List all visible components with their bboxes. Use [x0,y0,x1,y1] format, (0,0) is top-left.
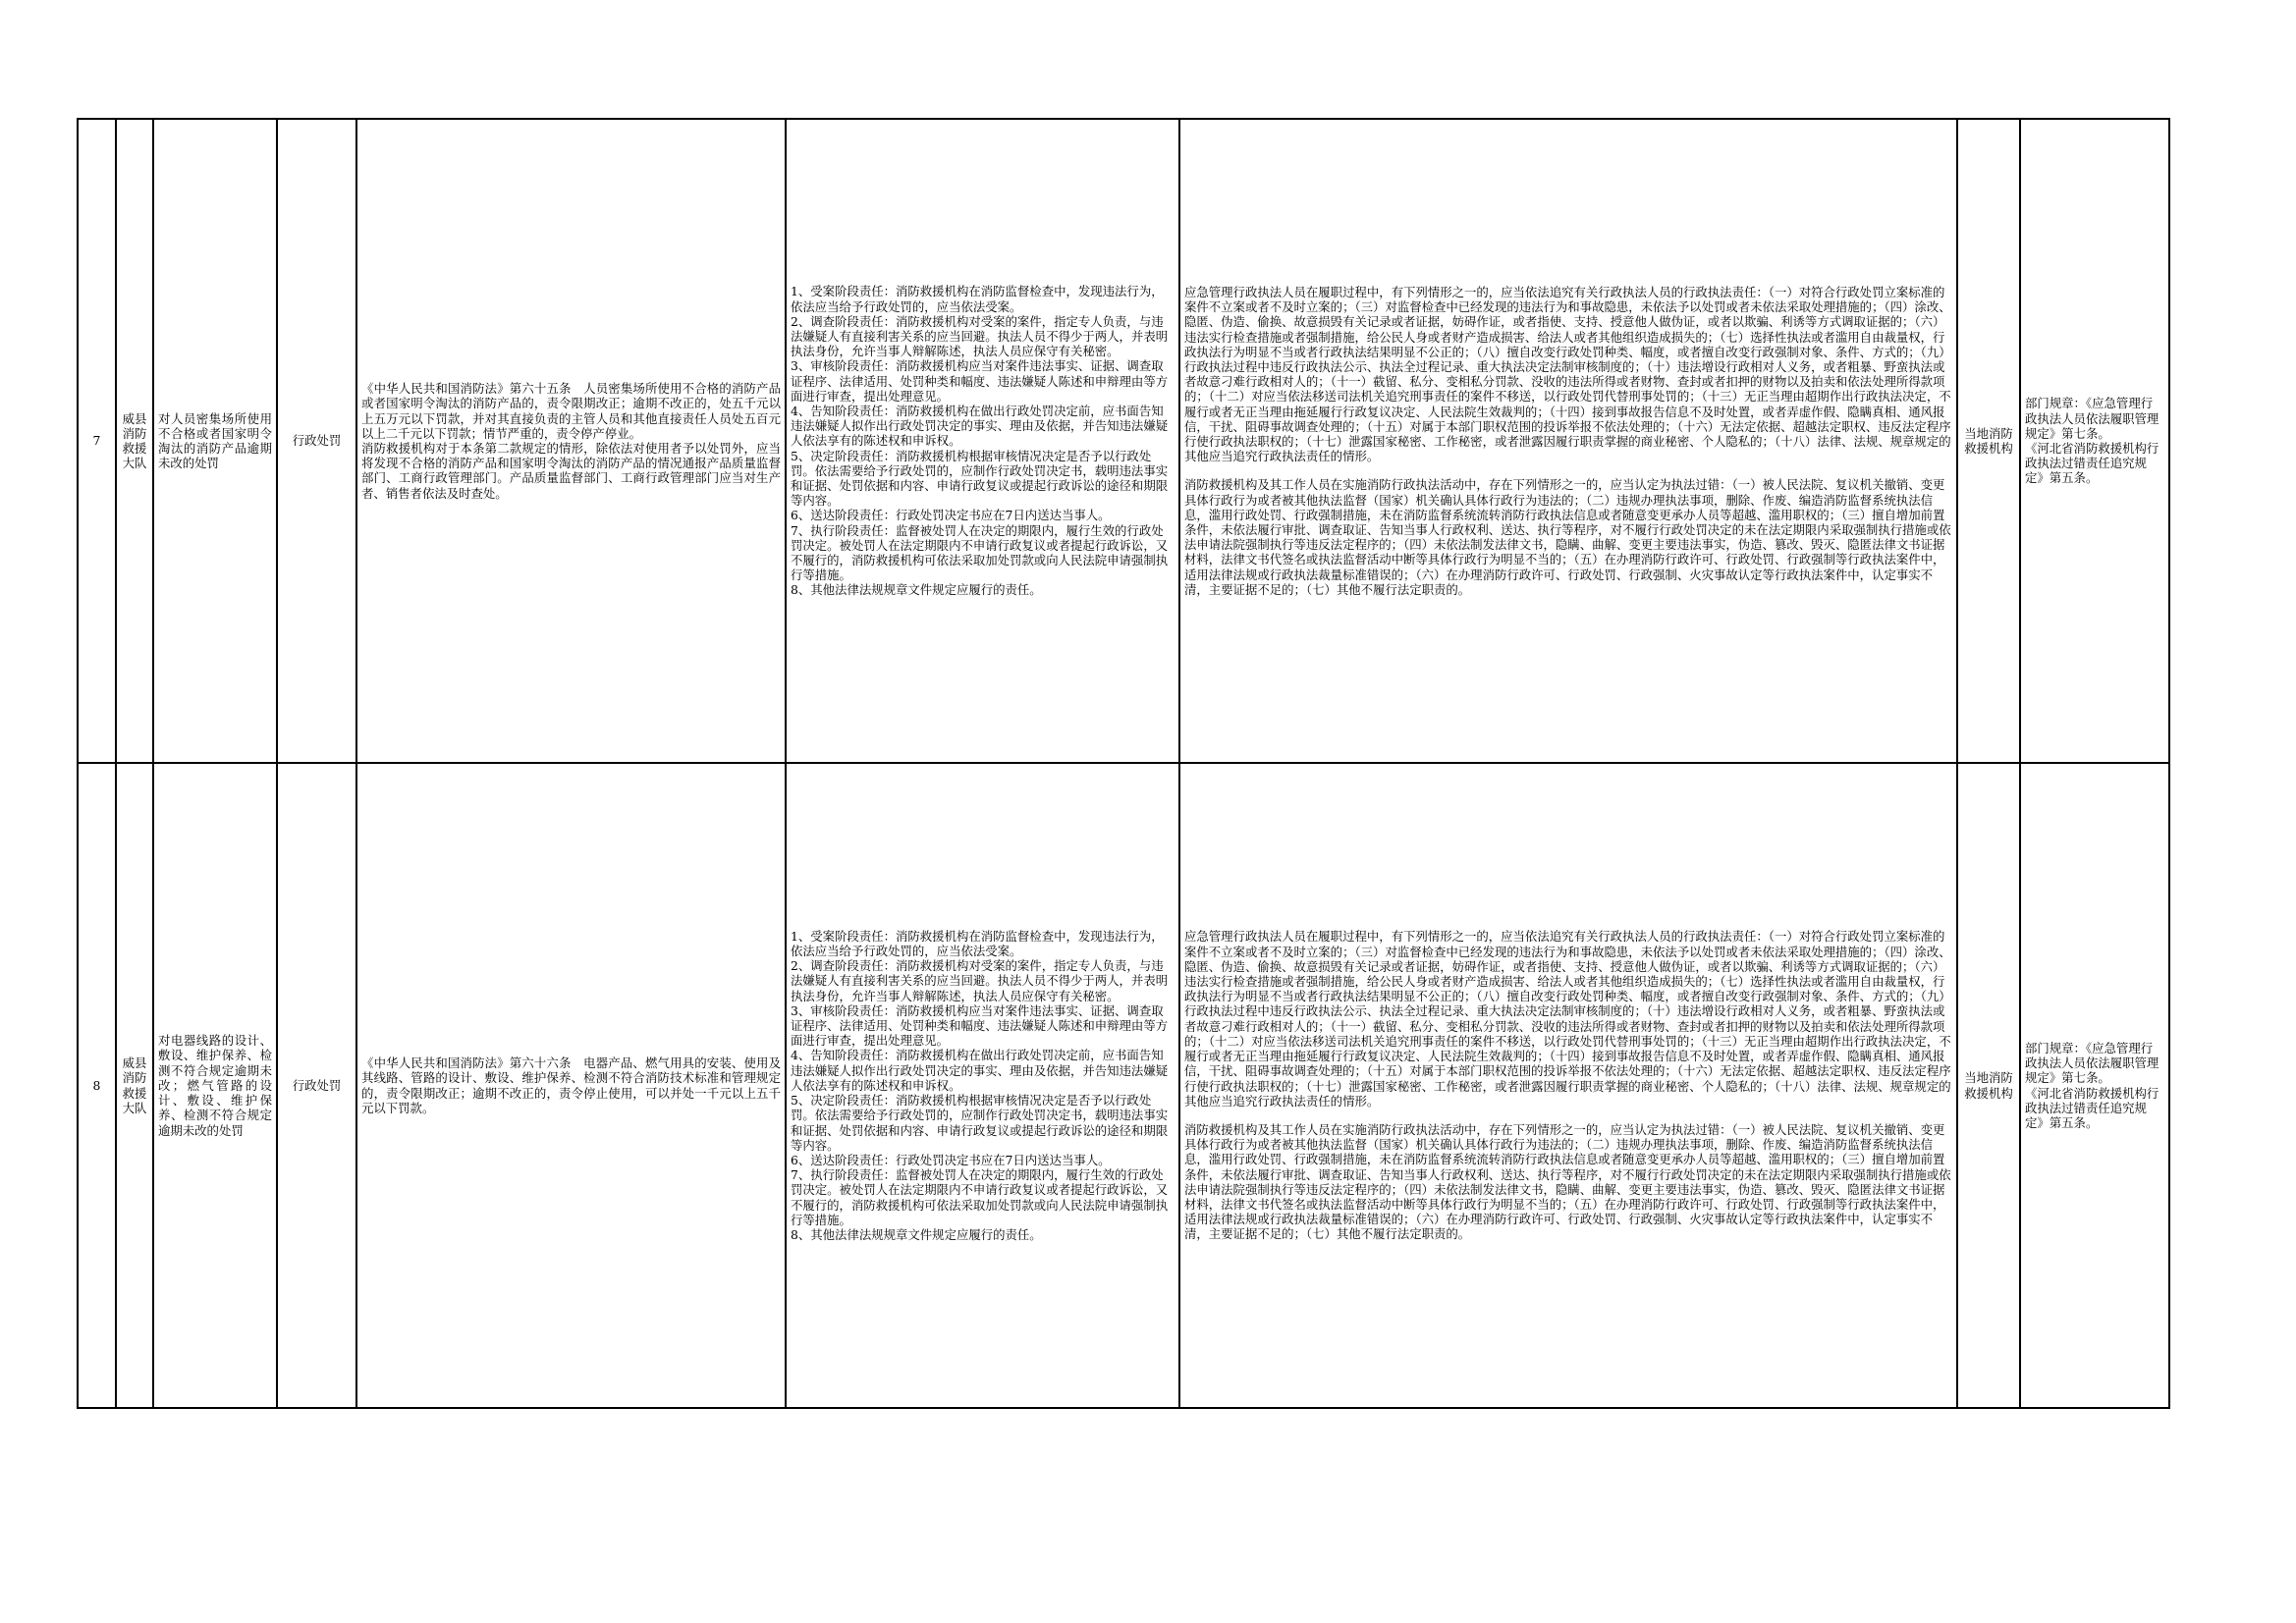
reference-item: 部门规章：《应急管理行政执法人员依法履职管理规定》第七条。 [2025,1040,2159,1086]
reference-item: 《河北省消防救援机构行政执法过错责任追究规定》第五条。 [2025,1085,2159,1130]
reference-item: 《河北省消防救援机构行政执法过错责任追究规定》第五条。 [2025,441,2159,486]
accountability-basis [2020,119,2169,763]
responsibility-item: 7、执行阶段责任：监督被处罚人在决定的期限内，履行生效的行政处罚决定。被处罚人在法定期限内不申请行政复议或者提起行政诉讼，又不履行的，消防救援机构可依法采取加处罚款或向人民法院申请强制执行等措施。 [791,522,1169,583]
responsibility-item: 1、受案阶段责任：消防救援机构在消防监督检查中，发现违法行为，依法应当给予行政处罚的，应当依法受案。 [791,928,1164,959]
accountability-organ: 当地消防救援机构 [1957,763,2020,1408]
liability-paragraph: 应急管理行政执法人员在履职过程中，有下列情形之一的，应当依法追究有关行政执法人员的行政执法责任：（一）对符合行政处罚立案标准的案件不立案或者不及时立案的；（三）对监督检查中已经发现的违法行为和事故隐患，未依法予以处罚或者未依法采取处理措施的；（四）涂改、隐匿、伪造、偷换、故意损毁有关记录或者证据，妨碍作证，或者指使、支持、授意他人做伪证，或者以欺骗、利诱等方式调取证据的；（六）违法实行检查措施或者强制措施，给公民人身或者财产造成损害、给法人或者其他组织造成损失的；（七）选择性执法或者滥用自由裁量权，行政执法行为明显不当或者行政执法结果明显不公正的；（八）擅自改变行政处罚种类、幅度，或者擅自改变行政强制对象、条件、方式的；（九）行政执法过程中违反行政执法公示、执法全过程记录、重大执法决定法制审核制度的；（十）违法增设行政相对人义务，或者粗暴、野蛮执法或者故意刁难行政相对人的；（十一）截留、私分、变相私分罚款、没收的违法所得或者财物、查封或者扣押的财物以及拍卖和依法处理所得款项的；（十二）对应当依法移送司法机关追究刑事责任的案件不移送，以行政处罚代替刑事处罚的；（十三）无正当理由超期作出行政执法决定，不履行或者无正当理由拖延履行行政复议决定、人民法院生效裁判的；（十四）接到事故报告信息不及时处置，或者弄虚作假、隐瞒真相、通风报信，干扰、阻碍事故调查处理的；（十五）对属于本部门职权范围的投诉举报不依法处理的；（十六）无法定依据、超越法定职权、违反法定程序行使行政执法职权的；（十七）泄露国家秘密、工作秘密，或者泄露因履行职责掌握的商业秘密、个人隐私的；（十八）法律、法规、规章规定的其他应当追究行政执法责任的情形。 [1184,284,1951,464]
power-type: 行政处罚 [277,763,356,1408]
basis-paragraph: 消防救援机构对于本条第二款规定的情形，除依法对使用者予以处罚外，应当将发现不合格的消防产品和国家明令淘汰的消防产品的情况通报产品质量监督部门、工商行政管理部门。产品质量监督部门、工商行政管理部门应当对生产者、销售者依法及时查处。 [361,441,781,501]
responsibility-stages [786,119,1179,763]
accountability-circumstances [1179,119,1957,763]
liability-paragraph: 应急管理行政执法人员在履职过程中，有下列情形之一的，应当依法追究有关行政执法人员的行政执法责任：（一）对符合行政处罚立案标准的案件不立案或者不及时立案的；（三）对监督检查中已经发现的违法行为和事故隐患，未依法予以处罚或者未依法采取处理措施的；（四）涂改、隐匿、伪造、偷换、故意损毁有关记录或者证据，妨碍作证，或者指使、支持、授意他人做伪证，或者以欺骗、利诱等方式调取证据的；（六）违法实行检查措施或者强制措施，给公民人身或者财产造成损害、给法人或者其他组织造成损失的；（七）选择性执法或者滥用自由裁量权，行政执法行为明显不当或者行政执法结果明显不公正的；（八）擅自改变行政处罚种类、幅度，或者擅自改变行政强制对象、条件、方式的；（九）行政执法过程中违反行政执法公示、执法全过程记录、重大执法决定法制审核制度的；（十）违法增设行政相对人义务，或者粗暴、野蛮执法或者故意刁难行政相对人的；（十一）截留、私分、变相私分罚款、没收的违法所得或者财物、查封或者扣押的财物以及拍卖和依法处理所得款项的；（十二）对应当依法移送司法机关追究刑事责任的案件不移送，以行政处罚代替刑事处罚的；（十三）无正当理由超期作出行政执法决定，不履行或者无正当理由拖延履行行政复议决定、人民法院生效裁判的；（十四）接到事故报告信息不及时处置，或者弄虚作假、隐瞒真相、通风报信，干扰、阻碍事故调查处理的；（十五）对属于本部门职权范围的投诉举报不依法处理的；（十六）无法定依据、超越法定职权、违反法定程序行使行政执法职权的；（十七）泄露国家秘密、工作秘密，或者泄露因履行职责掌握的商业秘密、个人隐私的；（十八）法律、法规、规章规定的其他应当追究行政执法责任的情形。 [1184,929,1951,1109]
responsibility-item: 5、决定阶段责任：消防救援机构根据审核情况决定是否予以行政处罚。依法需要给予行政处罚的，应制作行政处罚决定书，载明违法事实和证据、处罚依据和内容、申请行政复议或提起行政诉讼的途径和期限等内容。 [791,1093,1169,1153]
legal-basis [356,119,786,763]
responsibility-item: 2、调查阶段责任：消防救援机构对受案的案件，指定专人负责，与违法嫌疑人有直接利害关系的应当回避。执法人员不得少于两人，并表明执法身份，允许当事人辩解陈述，执法人员应保守有关秘密。 [791,958,1169,1003]
responsibility-item: 6、送达阶段责任：行政处罚决定书应在7日内送达当事人。 [791,1152,1111,1167]
responsibility-item: 2、调查阶段责任：消防救援机构对受案的案件，指定专人负责，与违法嫌疑人有直接利害关系的应当回避。执法人员不得少于两人，并表明执法身份，允许当事人辩解陈述，执法人员应保守有关秘密。 [791,313,1169,359]
legal-basis [356,763,786,1408]
responsibility-item: 3、审核阶段责任：消防救援机构应当对案件违法事实、证据、调查取证程序、法律适用、处罚种类和幅度、违法嫌疑人陈述和申辩理由等方面进行审查，提出处理意见。 [791,358,1169,404]
enforcement-responsibility-table [77,118,2170,1409]
matter-name: 对人员密集场所使用不合格或者国家明令淘汰的消防产品逾期未改的处罚 [153,119,277,763]
basis-paragraph: 《中华人民共和国消防法》第六十五条 人员密集场所使用不合格的消防产品或者国家明令淘汰的消防产品的，责令限期改正；逾期不改正的，处五千元以上五万元以下罚款，并对其直接负责的主管人员和其他直接责任人员处五百元以上二千元以下罚款；情节严重的，责令停产停业。 [361,381,781,441]
table-row [78,119,2169,763]
responsibility-item: 7、执行阶段责任：监督被处罚人在决定的期限内，履行生效的行政处罚决定。被处罚人在法定期限内不申请行政复议或者提起行政诉讼，又不履行的，消防救援机构可依法采取加处罚款或向人民法院申请强制执行等措施。 [791,1167,1169,1227]
responsibility-item: 8、其他法律法规规章文件规定应履行的责任。 [791,582,1042,598]
responsibility-item: 8、其他法律法规规章文件规定应履行的责任。 [791,1226,1042,1242]
power-type: 行政处罚 [277,119,356,763]
responsibility-stages [786,763,1179,1408]
responsibility-item: 1、受案阶段责任：消防救援机构在消防监督检查中，发现违法行为，依法应当给予行政处罚的，应当依法受案。 [791,284,1164,314]
responsibility-item: 6、送达阶段责任：行政处罚决定书应在7日内送达当事人。 [791,508,1111,523]
basis-paragraph: 《中华人民共和国消防法》第六十六条 电器产品、燃气用具的安装、使用及其线路、管路的设计、敷设、维护保养、检测不符合消防技术标准和管理规定的，责令限期改正；逾期不改正的，责令停止使用，可以并处一千元以上五千元以下罚款。 [361,1055,781,1115]
matter-name: 对电器线路的设计、敷设、维护保养、检测不符合规定逾期未改；燃气管路的设计、敷设、维护保养、检测不符合规定逾期未改的处罚 [153,763,277,1408]
accountability-basis [2020,763,2169,1408]
responsibility-item: 4、告知阶段责任：消防救援机构在做出行政处罚决定前，应书面告知违法嫌疑人拟作出行政处罚决定的事实、理由及依据，并告知违法嫌疑人依法享有的陈述权和申诉权。 [791,403,1169,449]
enforcement-unit: 威县消防救援大队 [116,763,153,1408]
liability-paragraph: 消防救援机构及其工作人员在实施消防行政执法活动中，存在下列情形之一的，应当认定为执法过错：（一）被人民法院、复议机关撤销、变更具体行政行为或者被其他执法监督（国家）机关确认具体行政行为违法的；（二）违规办理执法事项，删除、作废、编造消防监督系统执法信息，滥用行政处罚、行政强制措施，未在消防监督系统流转消防行政执法信息或者随意变更承办人员等超越、滥用职权的；（三）擅自增加前置条件，未依法履行审批、调查取证、告知当事人行政权利、送达、执行等程序，对不履行行政处罚决定的未在法定期限内采取强制执行措施或依法申请法院强制执行等违反法定程序的；（四）未依法制发法律文书，隐瞒、曲解、变更主要违法事实，伪造、篡改、毁灭、隐匿法律文书证据材料，法律文书代签名或执法监督活动中断等具体行政行为明显不当的；（五）在办理消防行政许可、行政处罚、行政强制等行政执法案件中，适用法律法规或行政执法裁量标准错误的；（六）在办理消防行政许可、行政处罚、行政强制、火灾事故认定等行政执法案件中，认定事实不清，主要证据不足的；（七）其他不履行法定职责的。 [1184,477,1951,597]
reference-item: 部门规章：《应急管理行政执法人员依法履职管理规定》第七条。 [2025,396,2159,441]
enforcement-unit: 威县消防救援大队 [116,119,153,763]
accountability-circumstances [1179,763,1957,1408]
accountability-organ: 当地消防救援机构 [1957,119,2020,763]
liability-paragraph: 消防救援机构及其工作人员在实施消防行政执法活动中，存在下列情形之一的，应当认定为执法过错：（一）被人民法院、复议机关撤销、变更具体行政行为或者被其他执法监督（国家）机关确认具体行政行为违法的；（二）违规办理执法事项，删除、作废、编造消防监督系统执法信息，滥用行政处罚、行政强制措施，未在消防监督系统流转消防行政执法信息或者随意变更承办人员等超越、滥用职权的；（三）擅自增加前置条件，未依法履行审批、调查取证、告知当事人行政权利、送达、执行等程序，对不履行行政处罚决定的未在法定期限内采取强制执行措施或依法申请法院强制执行等违反法定程序的；（四）未依法制发法律文书，隐瞒、曲解、变更主要违法事实，伪造、篡改、毁灭、隐匿法律文书证据材料，法律文书代签名或执法监督活动中断等具体行政行为明显不当的；（五）在办理消防行政许可、行政处罚、行政强制等行政执法案件中，适用法律法规或行政执法裁量标准错误的；（六）在办理消防行政许可、行政处罚、行政强制、火灾事故认定等行政执法案件中，认定事实不清，主要证据不足的；（七）其他不履行法定职责的。 [1184,1121,1951,1242]
responsibility-item: 3、审核阶段责任：消防救援机构应当对案件违法事实、证据、调查取证程序、法律适用、处罚种类和幅度、违法嫌疑人陈述和申辩理由等方面进行审查，提出处理意见。 [791,1002,1169,1049]
row-number: 8 [78,763,116,1408]
table-row [78,763,2169,1408]
responsibility-item: 5、决定阶段责任：消防救援机构根据审核情况决定是否予以行政处罚。依法需要给予行政处罚的，应制作行政处罚决定书，载明违法事实和证据、处罚依据和内容、申请行政复议或提起行政诉讼的途径和期限等内容。 [791,448,1169,509]
responsibility-item: 4、告知阶段责任：消防救援机构在做出行政处罚决定前，应书面告知违法嫌疑人拟作出行政处罚决定的事实、理由及依据，并告知违法嫌疑人依法享有的陈述权和申诉权。 [791,1048,1169,1093]
row-number: 7 [78,119,116,763]
